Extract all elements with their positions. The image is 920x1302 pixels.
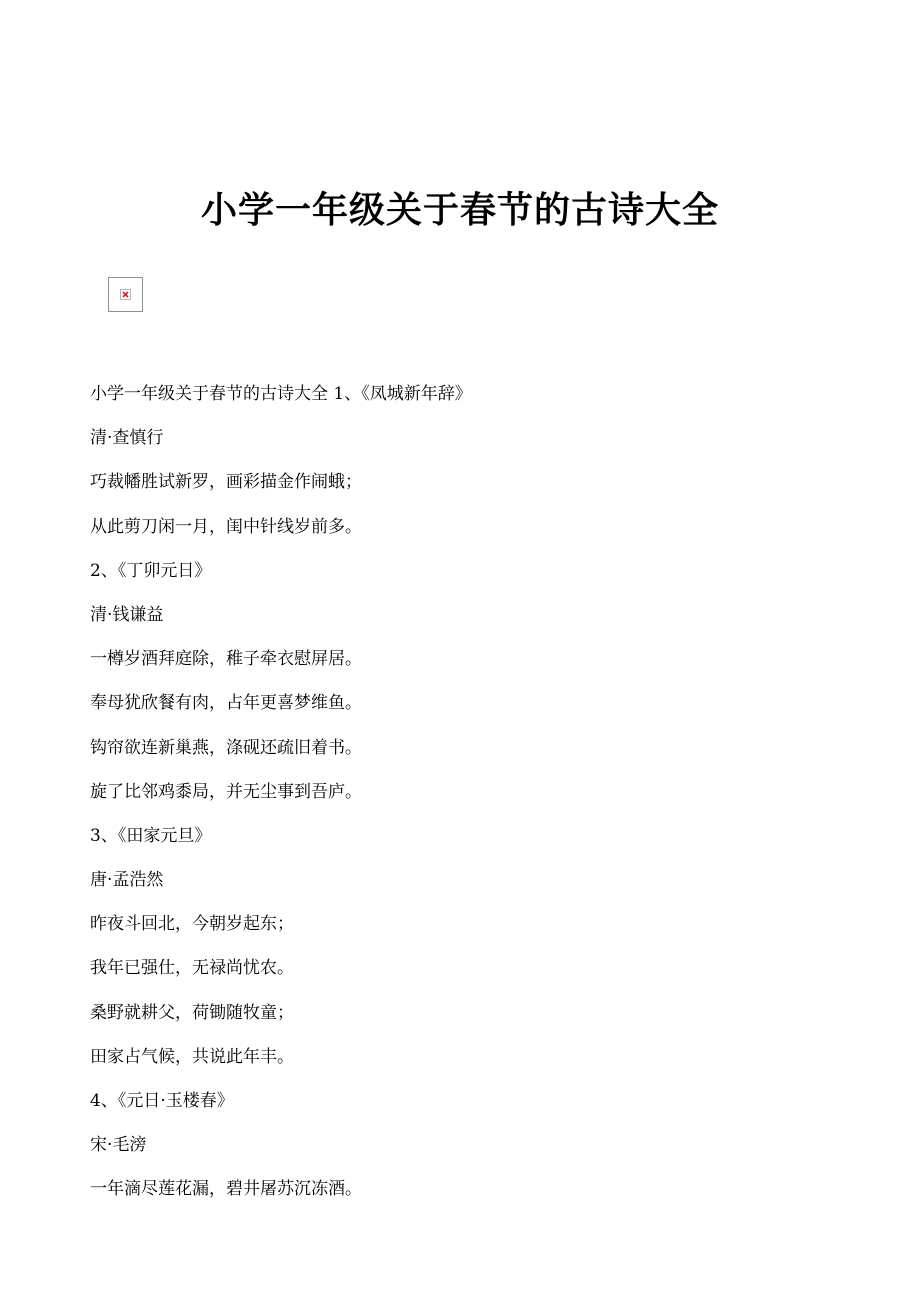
poem-line: 3、《田家元旦》 (90, 825, 212, 846)
poem-line: 桑野就耕父，荷锄随牧童； (90, 1002, 294, 1023)
poem-line: 宋·毛滂 (90, 1135, 147, 1156)
poem-line: 从此剪刀闲一月，闺中针线岁前多。 (90, 516, 362, 537)
poem-line: 奉母犹欣餐有肉，占年更喜梦维鱼。 (90, 693, 362, 714)
document-body (90, 372, 850, 1212)
poem-line: 昨夜斗回北，今朝岁起东； (90, 914, 294, 935)
page-title: 小学一年级关于春节的古诗大全 (200, 189, 719, 231)
poem-line: 一年滴尽莲花漏，碧井屠苏沉冻酒。 (90, 1179, 362, 1200)
poem-line: 小学一年级关于春节的古诗大全 1、《凤城新年辞》 (90, 384, 472, 404)
poem-line: 一樽岁酒拜庭除，稚子牵衣慰屏居。 (90, 649, 362, 670)
poem-line: 4、《元日·玉楼春》 (90, 1091, 234, 1111)
poem-line: 旋了比邻鸡黍局，并无尘事到吾庐。 (90, 781, 362, 802)
poem-line: 田家占气候，共说此年丰。 (90, 1046, 294, 1067)
poem-line: 巧裁幡胜试新罗，画彩描金作闹蛾； (90, 472, 362, 493)
poem-line: 清·查慎行 (90, 428, 164, 449)
poem-line: 唐·孟浩然 (90, 870, 164, 891)
poem-line: 钩帘欲连新巢燕，涤砚还疏旧着书。 (90, 737, 362, 758)
poem-line: 2、《丁卯元日》 (90, 560, 212, 581)
broken-image-icon (108, 277, 143, 312)
poem-line: 清·钱谦益 (90, 604, 164, 625)
poem-line: 我年已强仕，无禄尚忧农。 (90, 958, 294, 979)
